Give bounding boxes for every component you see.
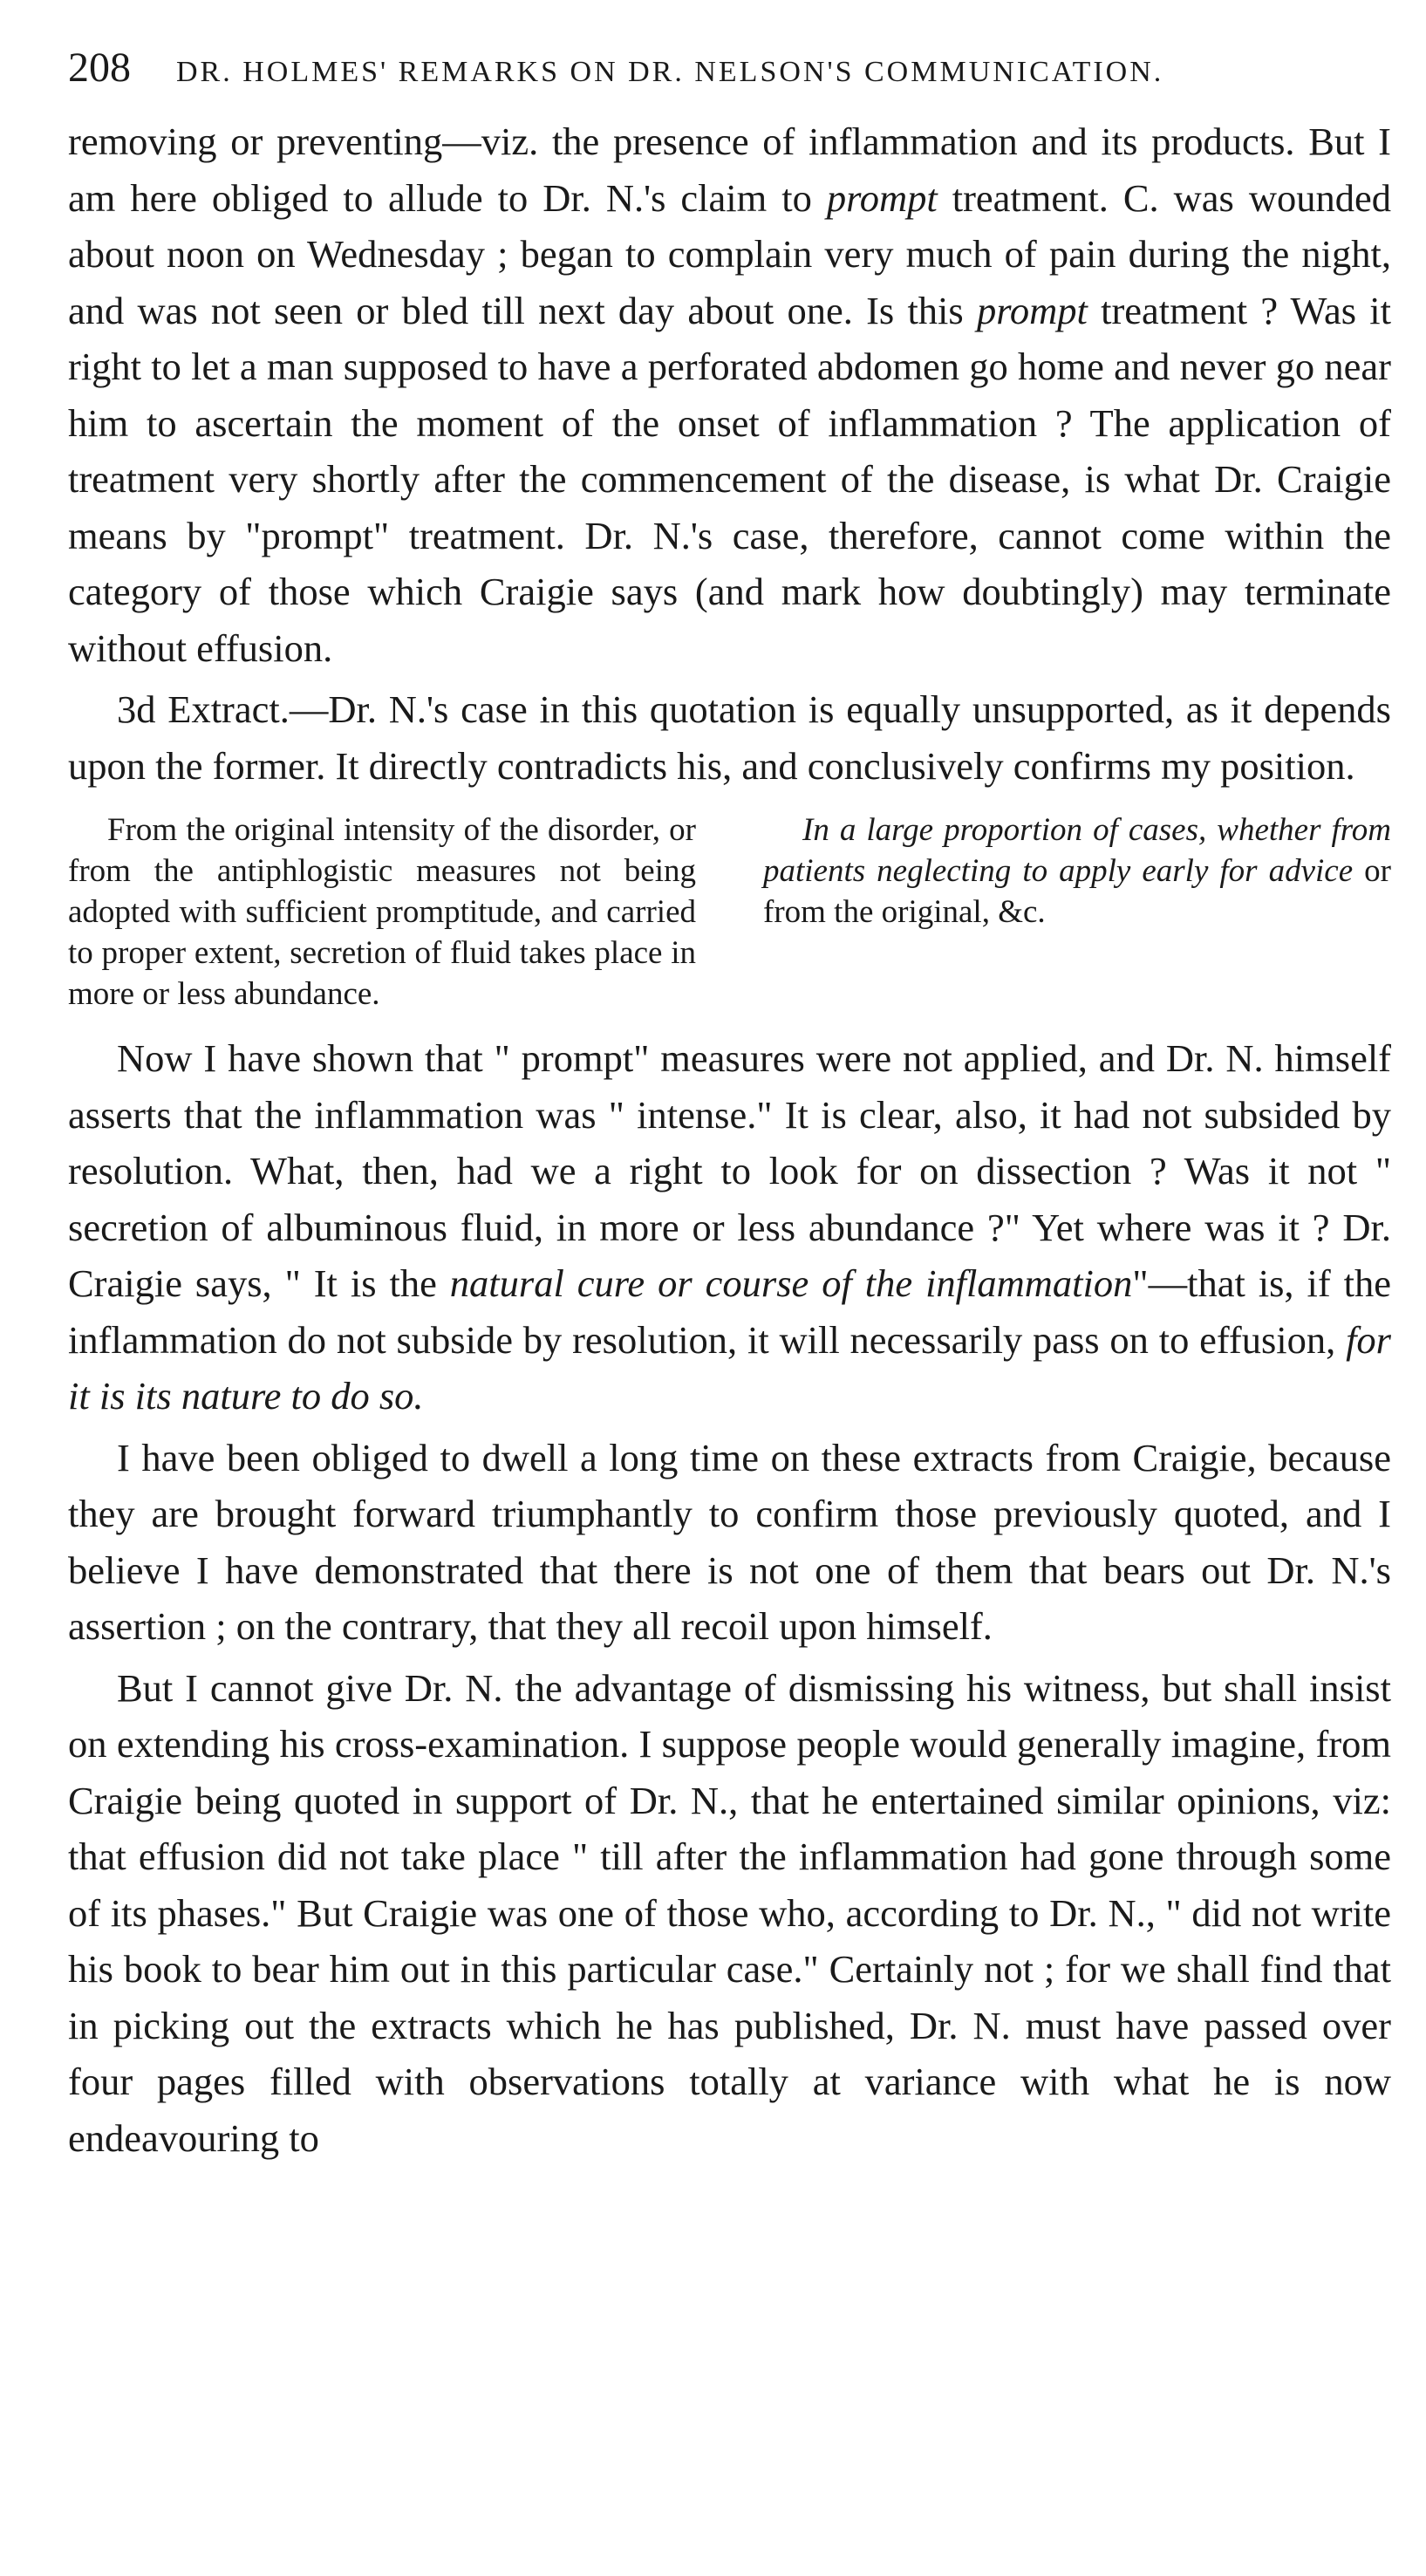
page-number: 208 — [68, 44, 131, 91]
paragraph-1-text-a: removing or preventing—viz. the presence of inflammation and its products. But I am here obliged to allude to Dr. N.'s claim to — [68, 120, 1391, 220]
paragraph-5: But I cannot give Dr. N. the advantage of dismissing his witness, but shall insist on extending his cross-examination. I suppose people would generally imagine, from Craigie being quoted in support of Dr. N., that he entertained similar opinions, viz: that effusion did not take place " till after the inflammation had gone through some of its phases." But Craigie was one of those who, according to Dr. N., " did not write his book to bear him out in this particular case." Certainly not ; for we shall find that in picking out the extracts which he has published, Dr. N. must have passed over four pages filled with observations totally at variance with what he is now endeavouring to — [68, 1665, 1391, 2160]
paragraph-2: 3d Extract.—Dr. N.'s case in this quotation is equally unsupported, as it depends upon the former. It directly contradicts his, and conclusively confirms my position. — [68, 687, 1391, 788]
page-header — [68, 44, 1391, 113]
paragraph-1-emphasis-prompt-2: prompt — [976, 288, 1088, 332]
quote-comparison — [68, 810, 1391, 1015]
quote-right-italic: In a large proportion of cases, whether from patients neglecting to apply early for advice — [763, 812, 1391, 889]
paragraph-3 — [68, 1030, 1391, 1425]
paragraph-4: I have been obliged to dwell a long time on these extracts from Craigie, because they are brought forward triumphantly to confirm those previously quoted, and I believe I have demonstrated that there is not one of them that bears out Dr. N.'s assertion ; on the contrary, that they all recoil upon himself. — [68, 1435, 1391, 1648]
paragraph-1-text-e: treatment ? Was it right to let a man supposed to have a perforated abdomen go home and never go near him to ascertain the moment of the onset of inflammation ? The application of treatment very shortly after the commencement of the disease, is what Dr. Craigie means by "prompt" treatment. Dr. N.'s case, therefore, cannot come within the category of those which Craigie says (and mark how doubtingly) may terminate without effusion. — [68, 288, 1391, 670]
quote-right-column — [763, 810, 1391, 1015]
quote-left-column: From the original intensity of the disorder, or from the antiphlogistic measures not being adopted with sufficient promptitude, and carried to proper extent, secretion of fluid takes place in more or less abundance. — [68, 812, 696, 1012]
paragraph-1-emphasis-prompt: prompt — [826, 175, 938, 220]
paragraph-3-emphasis-nature: for it is its nature to do so. — [68, 1317, 1391, 1418]
paragraph-3-text-a: Now I have shown that " prompt" measures were not applied, and Dr. N. himself asserts that the inflammation was " intense." It is clear, also, it had not subsided by resolution. What, then, had we a right to look for on dissection ? Was it not " secretion of albuminous fluid, in more or less abundance ?" Yet where was it ? Dr. Craigie says, " It is the — [68, 1036, 1391, 1305]
paragraph-3-emphasis-cure: natural cure or course of the inflammation — [449, 1261, 1133, 1305]
paragraph-3-text-c: "—that is, if the inflammation do not subside by resolution, it will necessarily pass on to effusion, — [68, 1261, 1391, 1362]
paragraph-1-text-c: treatment. C. was wounded about noon on Wednesday ; began to complain very much of pain during the night, and was not seen or bled till next day about one. Is this — [68, 175, 1391, 332]
paragraph-1 — [68, 113, 1391, 676]
quote-right-rest: or from the original, &c. — [763, 853, 1392, 930]
running-title: DR. HOLMES' REMARKS ON DR. NELSON'S COMMUNICATION. — [176, 56, 1164, 88]
